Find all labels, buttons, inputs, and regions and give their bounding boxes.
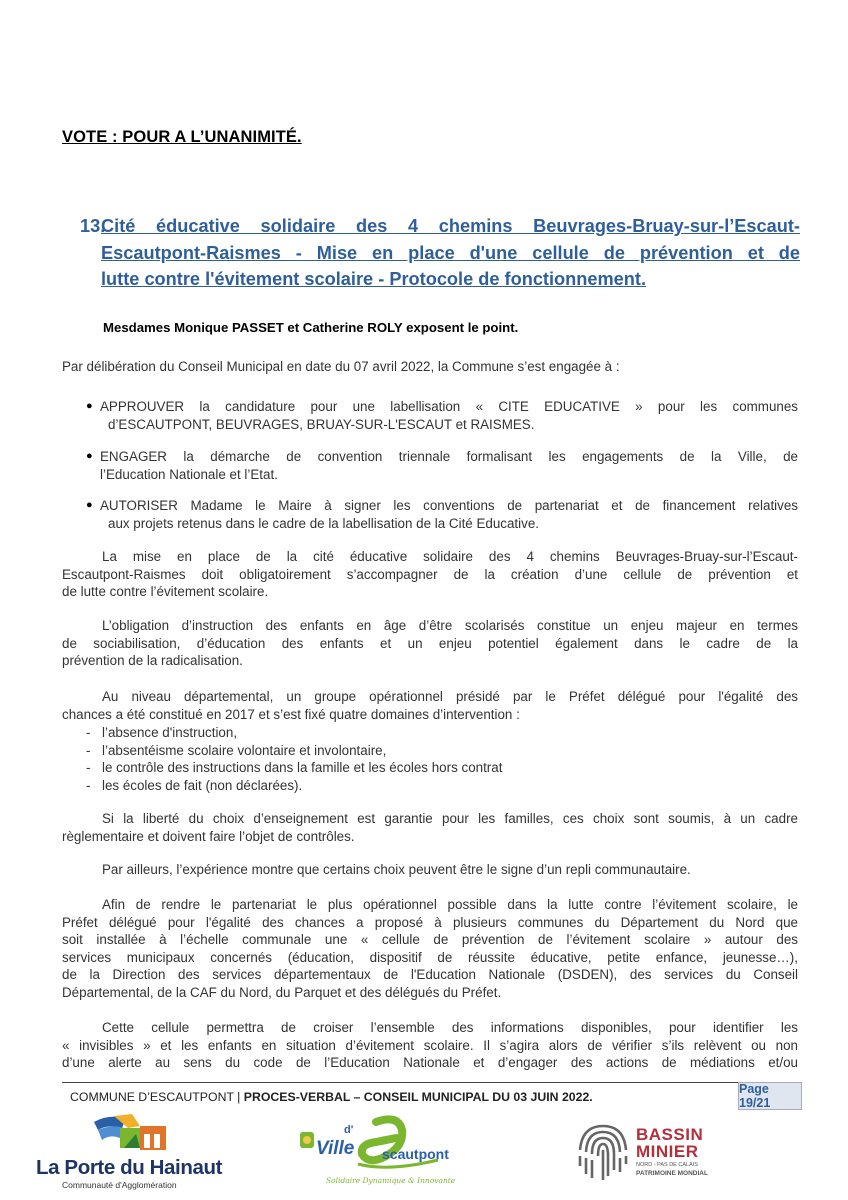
- footer-text: COMMUNE D’ESCAUTPONT | PROCES-VERBAL – CONSEIL MUNICIPAL DU 03 JUIN 2022.: [70, 1090, 593, 1104]
- patrimoine-label: PATRIMOINE MONDIAL: [636, 1170, 708, 1177]
- bullet-icon: ●: [86, 450, 93, 462]
- list-item: - l’absence d'instruction,: [86, 725, 238, 740]
- intervention-domains-list: [62, 724, 502, 794]
- intro-paragraph: Par délibération du Conseil Municipal en date du 07 avril 2022, la Commune s’est engagée à :: [62, 359, 620, 374]
- paragraph: Afin de rendre le partenariat le plus opérationnel possible dans la lutte contre l’évitement scolaire, le Préfet délégué pour l'égalité des chances a proposé à plusieurs communes du Département du Nord que soit installée à l’échelle communale une « cellule de prévention de l’évitement scolaire » autour des services municipaux concernés (éducation, dispositif de réussite éducative, petite enfance, jeunesse…), de la Direction des services départementaux de l'Education Nationale (DSDEN), des services du Conseil Départemental, de la CAF du Nord, du Parquet et des délégués du Préfet.: [62, 897, 798, 1000]
- bullet-item: ● ENGAGER la démarche de convention triennale formalisant les engagements de la Ville, de l’Education Nationale et l’Etat.: [86, 449, 798, 482]
- bullet-item: ● APPROUVER la candidature pour une labellisation « CITE EDUCATIVE » pour les communes d’ESCAUTPONT, BEUVRAGES, BRUAY-SUR-L'ESCAUT et RAISMES.: [86, 399, 798, 432]
- bassin-minier-logo: [574, 1120, 714, 1190]
- list-item: - l’absentéisme scolaire volontaire et involontaire,: [86, 742, 387, 758]
- paragraph: Au niveau départemental, un groupe opérationnel présidé par le Préfet délégué pour l'égalité des chances a été constitué en 2017 et s’est fixé quatre domaines d’intervention :: [62, 689, 798, 722]
- region-label: NORD - PAS DE CALAIS: [636, 1162, 698, 1168]
- title-line: Escautpont-Raismes - Mise en place d'une cellule de prévention et de: [101, 242, 800, 263]
- paragraph: L’obligation d’instruction des enfants en âge d’être scolarisés constitue un enjeu majeur en termes de sociabilisation, d’éducation des enfants et un enjeu potentiel également dans le cadre de la prévention de la radicalisation.: [62, 618, 798, 668]
- bullet-item: ● AUTORISER Madame le Maire à signer les conventions de partenariat et de financement relatives aux projets retenus dans le cadre de la labellisation de la Cité Educative.: [86, 498, 798, 531]
- porte-du-hainaut-logo: [36, 1112, 223, 1192]
- paragraph: Par ailleurs, l’expérience montre que certains choix peuvent être le signe d’un repli communautaire.: [102, 862, 691, 877]
- ville-escautpont-logo: [298, 1114, 456, 1192]
- bullet-icon: ●: [86, 499, 93, 511]
- vote-result: VOTE : POUR A L’UNANIMITÉ.: [62, 128, 302, 146]
- porte-du-hainaut-subtitle: Communauté d'Agglomération: [62, 1180, 177, 1190]
- paragraph: La mise en place de la cité éducative solidaire des 4 chemins Beuvrages-Bruay-sur-l’Escaut- Escautpont-Raismes doit obligatoirement s’accompagner de la création d’une cellule de prévention et de lutte contre l’évitement scolaire.: [62, 549, 798, 599]
- fingerprint-emblem-icon: [574, 1120, 632, 1184]
- escautpont-motto: Solidaire Dynamique & Innovante: [326, 1176, 456, 1185]
- bullet-icon: ●: [86, 400, 93, 412]
- paragraph: Si la liberté du choix d’enseignement est garantie pour les familles, ces choix sont soumis, à un cadre règlementaire et doivent faire l’objet de contrôles.: [62, 811, 798, 844]
- escautpont-d-label: d': [344, 1124, 354, 1136]
- paragraph: Cette cellule permettra de croiser l’ensemble des informations disponibles, pour identifier les « invisibles » et les enfants en situation d’évitement scolaire. Il s’agira alors de vérifier s’ils relèvent ou non d’une alerte au sens du code de l’Education Nationale et d’engager des actions de médiations et/ou: [62, 1020, 798, 1070]
- list-item: - les écoles de fait (non déclarées).: [86, 777, 303, 793]
- page-number: Page 19/21: [738, 1082, 802, 1110]
- agenda-item-title: [80, 213, 800, 293]
- list-item: - le contrôle des instructions dans la famille et les écoles hors contrat: [86, 760, 503, 775]
- title-line: Cité éducative solidaire des 4 chemins Beuvrages-Bruay-sur-l’Escaut-: [101, 216, 800, 236]
- minier-label: MINIER: [636, 1142, 699, 1161]
- title-line: lutte contre l'évitement scolaire - Protocole de fonctionnement.: [101, 269, 646, 289]
- escautpont-name: scautpont: [382, 1146, 449, 1162]
- agenda-item-number: 13.: [80, 216, 106, 236]
- porte-du-hainaut-name: La Porte du Hainaut: [36, 1156, 223, 1179]
- escautpont-ville-label: Ville: [316, 1138, 355, 1159]
- speakers-line: Mesdames Monique PASSET et Catherine ROLY exposent le point.: [103, 320, 519, 335]
- bassin-label: BASSIN: [636, 1125, 704, 1144]
- footer-divider: [62, 1082, 738, 1083]
